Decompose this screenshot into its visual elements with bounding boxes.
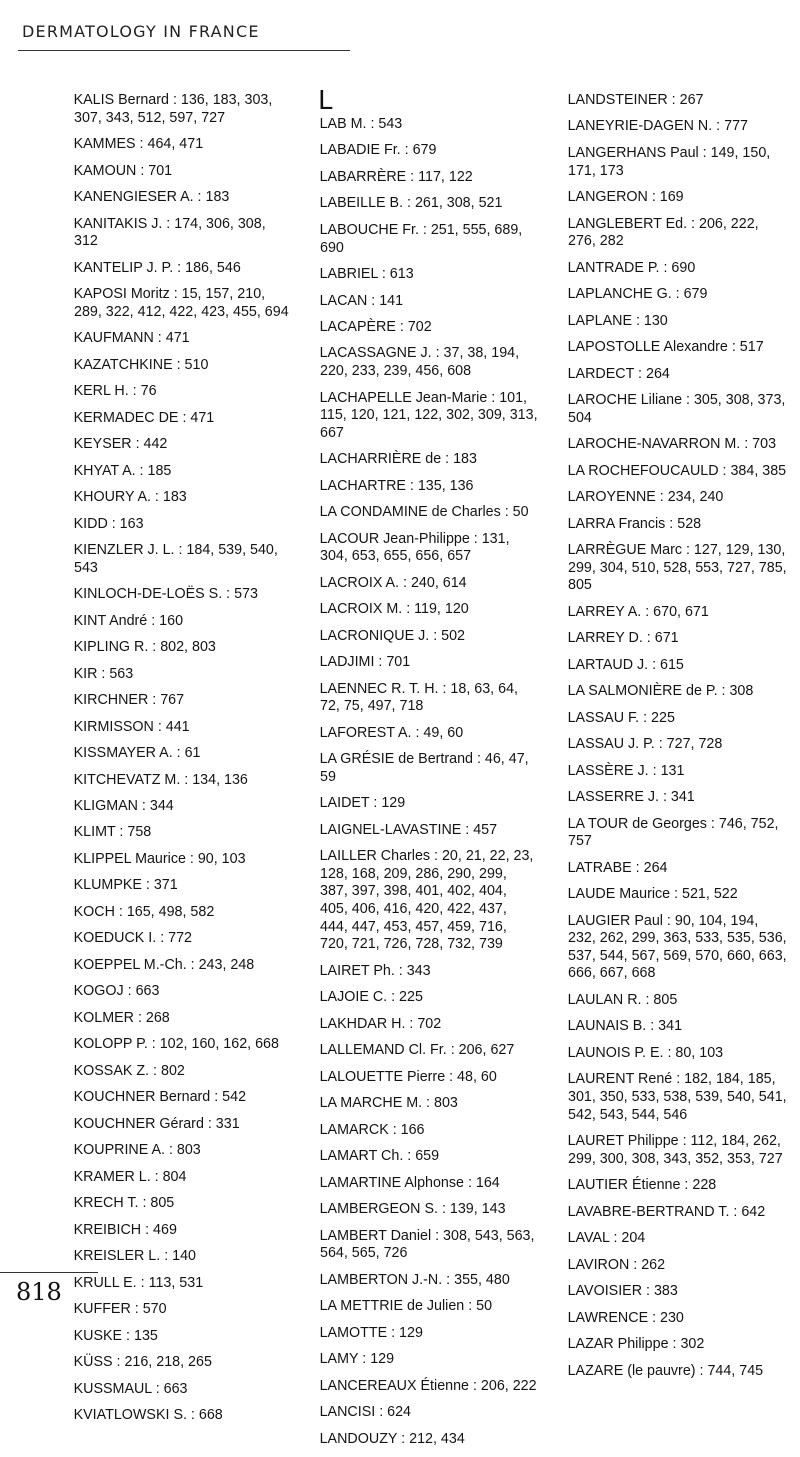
index-entry: LAUNOIS P. E. : 80, 103 <box>567 1044 724 1061</box>
index-entry: LAROCHE-NAVARRON M. : 703 <box>567 436 777 453</box>
index-entry: KHYAT A. : 185 <box>73 462 172 479</box>
index-entry: LAULAN R. : 805 <box>567 991 678 1008</box>
index-entry: LACHARRIÈRE de : 183 <box>319 451 477 468</box>
index-entry: LARDECT : 264 <box>567 365 670 382</box>
index-entry: LACHARTRE : 135, 136 <box>319 477 474 494</box>
index-entry: LAWRENCE : 230 <box>567 1309 684 1326</box>
index-entry: KUSKE : 135 <box>73 1327 158 1344</box>
index-entry: KAMOUN : 701 <box>73 162 173 179</box>
index-entry: LANGERHANS Paul : 149, 150, 171, 173 <box>567 144 771 179</box>
index-entry: KOGOJ : 663 <box>73 983 160 1000</box>
index-entry: LACHAPELLE Jean-Marie : 101, 115, 120, 121, 122, 302, 309, 313, 667 <box>319 389 538 441</box>
index-entry: KRULL E. : 113, 531 <box>73 1274 204 1291</box>
index-entry: KRAMER L. : 804 <box>73 1168 187 1185</box>
index-entry: LALOUETTE Pierre : 48, 60 <box>319 1068 497 1085</box>
index-entry: KERMADEC DE : 471 <box>73 409 215 426</box>
index-entry: KRECH T. : 805 <box>73 1195 175 1212</box>
index-entry: LAZAR Philippe : 302 <box>567 1336 705 1353</box>
index-entry: LANGLEBERT Ed. : 206, 222, 276, 282 <box>567 215 759 250</box>
index-entry: LA TOUR de Georges : 746, 752, 757 <box>567 815 779 850</box>
index-entry: KHOURY A. : 183 <box>73 489 187 506</box>
index-entry: KERL H. : 76 <box>73 383 157 400</box>
index-entry: LAROYENNE : 234, 240 <box>567 489 724 506</box>
running-header: DERMATOLOGY IN FRANCE <box>22 22 260 41</box>
index-entry: KÜSS : 216, 218, 265 <box>73 1354 212 1371</box>
index-entry: LANTRADE P. : 690 <box>567 259 696 276</box>
index-entry: KANENGIESER A. : 183 <box>73 189 230 206</box>
index-entry: KLIGMAN : 344 <box>73 798 174 814</box>
index-entry: LASSAU J. P. : 727, 728 <box>567 736 723 753</box>
index-entry: LAMOTTE : 129 <box>319 1324 423 1341</box>
index-entry: KAZATCHKINE : 510 <box>73 356 209 373</box>
index-entry: KAUFMANN : 471 <box>73 330 190 347</box>
index-entry: LACROIX M. : 119, 120 <box>319 601 469 618</box>
index-entry: LAMBERT Daniel : 308, 543, 563, 564, 565, 726 <box>319 1227 535 1262</box>
index-entry: KIDD : 163 <box>73 515 144 532</box>
index-entry: KANTELIP J. P. : 186, 546 <box>73 259 241 276</box>
index-entry: LAMBERGEON S. : 139, 143 <box>319 1201 506 1218</box>
index-entry: LAKHDAR H. : 702 <box>319 1015 442 1032</box>
index-entry: LA GRÉSIE de Bertrand : 46, 47, 59 <box>319 751 529 785</box>
index-entry: LANCEREAUX Étienne : 206, 222 <box>319 1377 537 1394</box>
index-entry: KAPOSI Moritz : 15, 157, 210, 289, 322, 412, 422, 423, 455, 694 <box>73 286 289 320</box>
index-entry: LAFOREST A. : 49, 60 <box>319 724 464 741</box>
index-entry: LANEYRIE-DAGEN N. : 777 <box>567 118 748 135</box>
index-entry: LAIGNEL-LAVASTINE : 457 <box>319 821 498 838</box>
index-entry: LASSÈRE J. : 131 <box>567 762 685 779</box>
index-entry: KIENZLER J. L. : 184, 539, 540, 543 <box>73 542 278 576</box>
index-entry: KOCH : 165, 498, 582 <box>73 903 215 920</box>
index-entry: KIPLING R. : 802, 803 <box>73 639 216 656</box>
index-entry: LAUTIER Étienne : 228 <box>567 1177 717 1194</box>
index-entry: KOSSAK Z. : 802 <box>73 1062 185 1079</box>
index-column-3 <box>568 92 790 1389</box>
index-entry: LABRIEL : 613 <box>319 266 414 283</box>
index-entry: LASSAU F. : 225 <box>567 709 675 726</box>
index-entry: KINLOCH-DE-LOËS S. : 573 <box>73 586 258 603</box>
index-entry: KOEPPEL M.-Ch. : 243, 248 <box>73 956 255 973</box>
index-entry: KIR : 563 <box>73 665 134 682</box>
index-entry: KOUCHNER Bernard : 542 <box>73 1089 247 1106</box>
index-entry: KREISLER L. : 140 <box>73 1248 196 1265</box>
index-entry: LAVIRON : 262 <box>567 1256 666 1273</box>
index-entry: LABOUCHE Fr. : 251, 555, 689, 690 <box>319 221 523 256</box>
index-entry: LAILLER Charles : 20, 21, 22, 23, 128, 168, 209, 286, 290, 299, 387, 397, 398, 401, 402, 404, 405, 406, 416, 420, 422, 437, 444, 447, 453, 457, 459, 716, 720, 721, 726, 728, 732, 739 <box>319 848 534 953</box>
index-entry: LAJOIE C. : 225 <box>319 989 423 1006</box>
index-entry: LACRONIQUE J. : 502 <box>319 627 466 644</box>
index-entry: KOEDUCK I. : 772 <box>73 930 192 947</box>
index-entry: LAIDET : 129 <box>319 795 406 812</box>
page-number: 818 <box>16 1278 62 1306</box>
index-entry: LANGERON : 169 <box>567 189 684 206</box>
index-entry: LAVOISIER : 383 <box>567 1283 678 1300</box>
index-entry: KOUPRINE A. : 803 <box>73 1142 201 1159</box>
index-entry: LAUGIER Paul : 90, 104, 194, 232, 262, 299, 363, 533, 535, 536, 537, 544, 567, 569, 570, 660, 663, 666, 667, 668 <box>567 912 787 982</box>
index-entry: KALIS Bernard : 136, 183, 303, 307, 343, 512, 597, 727 <box>73 92 273 126</box>
index-entry: LAENNEC R. T. H. : 18, 63, 64, 72, 75, 497, 718 <box>319 680 518 715</box>
footer-rule <box>0 1272 98 1273</box>
section-letter: L <box>318 86 333 116</box>
index-entry: KISSMAYER A. : 61 <box>73 745 201 762</box>
index-entry: LAURENT René : 182, 184, 185, 301, 350, 533, 538, 539, 540, 541, 542, 543, 544, 546 <box>567 1071 787 1123</box>
index-entry: LAPLANCHE G. : 679 <box>567 286 708 303</box>
index-entry: KLUMPKE : 371 <box>73 877 178 894</box>
index-entry: LACAN : 141 <box>319 292 404 309</box>
index-entry: LADJIMI : 701 <box>319 654 411 671</box>
index-entry: LA SALMONIÈRE de P. : 308 <box>567 683 754 700</box>
index-entry: LARREY D. : 671 <box>567 630 679 647</box>
index-entry: LARRA Francis : 528 <box>567 515 702 532</box>
index-entry: LAVAL : 204 <box>567 1230 646 1247</box>
index-entry: LACAPÈRE : 702 <box>319 318 432 335</box>
index-entry: KINT André : 160 <box>73 612 184 629</box>
index-entry: KANITAKIS J. : 174, 306, 308, 312 <box>73 215 266 250</box>
header-rule <box>18 50 350 51</box>
index-entry: LAROCHE Liliane : 305, 308, 373, 504 <box>567 392 786 426</box>
index-entry: KOLOPP P. : 102, 160, 162, 668 <box>73 1036 279 1053</box>
index-entry: LAIRET Ph. : 343 <box>319 962 431 979</box>
index-entry: LABARRÈRE : 117, 122 <box>319 168 473 185</box>
index-entry: LAVABRE-BERTRAND T. : 642 <box>567 1203 766 1220</box>
index-entry: LAMBERTON J.-N. : 355, 480 <box>319 1271 510 1288</box>
index-entry: LA METTRIE de Julien : 50 <box>319 1298 493 1315</box>
index-entry: KOUCHNER Gérard : 331 <box>73 1115 240 1132</box>
index-entry: LAMARTINE Alphonse : 164 <box>319 1174 500 1191</box>
index-entry: KIRMISSON : 441 <box>73 718 190 735</box>
index-entry: LACOUR Jean-Philippe : 131, 304, 653, 655, 656, 657 <box>319 530 510 565</box>
index-entry: LARREY A. : 670, 671 <box>567 603 709 620</box>
index-entry: LACROIX A. : 240, 614 <box>319 574 467 591</box>
index-entry: LACASSAGNE J. : 37, 38, 194, 220, 233, 239, 456, 608 <box>319 345 520 380</box>
index-entry: LANDSTEINER : 267 <box>567 92 704 108</box>
index-entry: KREIBICH : 469 <box>73 1221 177 1238</box>
index-entry: KUFFER : 570 <box>73 1301 167 1318</box>
index-entry: LAMART Ch. : 659 <box>319 1148 440 1165</box>
index-entry: LARTAUD J. : 615 <box>567 656 684 673</box>
index-column-1 <box>74 92 292 1434</box>
index-entry: LANDOUZY : 212, 434 <box>319 1430 465 1447</box>
index-entry: LANCISI : 624 <box>319 1404 411 1421</box>
index-entry: KLIMT : 758 <box>73 824 152 841</box>
index-entry: LASSERRE J. : 341 <box>567 789 695 806</box>
index-entry: LAMY : 129 <box>319 1351 395 1368</box>
index-entry: LARRÈGUE Marc : 127, 129, 130, 299, 304, 510, 528, 553, 727, 785, 805 <box>567 542 787 594</box>
index-column-2 <box>318 86 538 1457</box>
index-entry: LAMARCK : 166 <box>319 1121 425 1138</box>
index-entry: LAUDE Maurice : 521, 522 <box>567 886 738 903</box>
index-entry: LA CONDAMINE de Charles : 50 <box>319 504 529 521</box>
index-entry: KOLMER : 268 <box>73 1009 170 1026</box>
index-entry: KLIPPEL Maurice : 90, 103 <box>73 850 246 867</box>
index-entry: LAPOSTOLLE Alexandre : 517 <box>567 339 764 356</box>
index-entry: LA ROCHEFOUCAULD : 384, 385 <box>567 462 787 479</box>
index-entry: LABADIE Fr. : 679 <box>319 142 437 159</box>
index-entry: KITCHEVATZ M. : 134, 136 <box>73 771 248 788</box>
index-entry: KIRCHNER : 767 <box>73 692 185 709</box>
index-entry: LATRABE : 264 <box>567 859 668 876</box>
index-entry: LABEILLE B. : 261, 308, 521 <box>319 195 503 212</box>
index-entry: LAB M. : 543 <box>319 116 403 132</box>
index-entry: KAMMES : 464, 471 <box>73 136 204 153</box>
index-entry: LAZARE (le pauvre) : 744, 745 <box>567 1362 764 1379</box>
index-entry: KUSSMAUL : 663 <box>73 1380 188 1397</box>
index-entry: LA MARCHE M. : 803 <box>319 1095 458 1112</box>
index-entry: KVIATLOWSKI S. : 668 <box>73 1407 223 1424</box>
index-entry: KEYSER : 442 <box>73 436 168 453</box>
index-entry: LAURET Philippe : 112, 184, 262, 299, 300, 308, 343, 352, 353, 727 <box>567 1133 783 1167</box>
index-entry: LALLEMAND Cl. Fr. : 206, 627 <box>319 1042 515 1059</box>
index-entry: LAUNAIS B. : 341 <box>567 1018 683 1035</box>
index-entry: LAPLANE : 130 <box>567 312 668 329</box>
